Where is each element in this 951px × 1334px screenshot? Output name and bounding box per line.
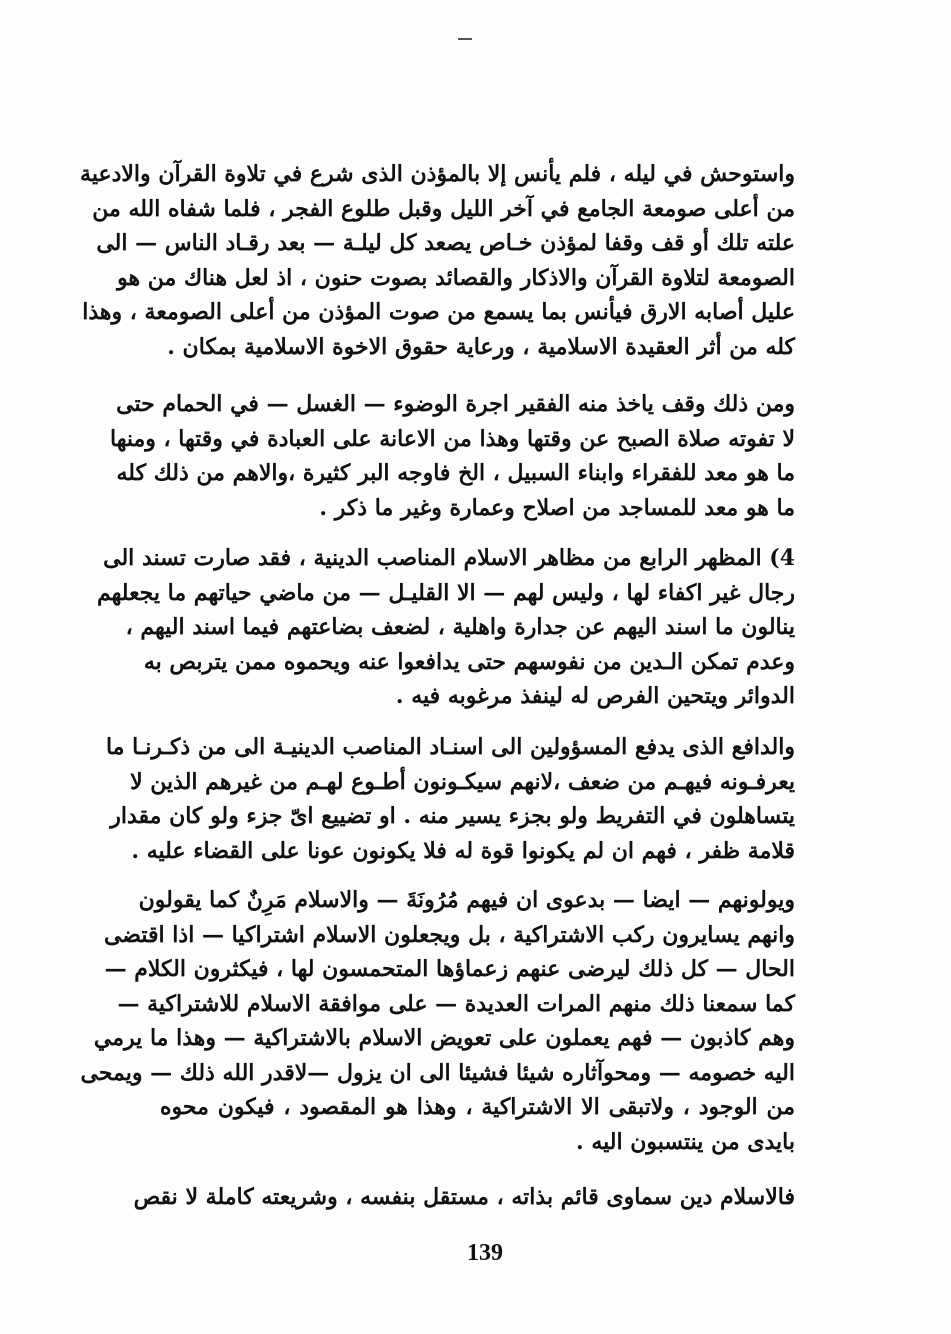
paragraph-line: من أعلى صومعة الجامع في آخر الليل وقبل طلوع الفجر ، فلما شفاه الله من bbox=[92, 195, 795, 222]
paragraph-line: ما هو معد للمساجد من اصلاح وعمارة وغير ما ذكر . bbox=[319, 494, 795, 521]
paragraph-line: فالاسلام دين سماوى قائم بذاته ، مستقل بنفسه ، وشريعته كاملة لا نقص bbox=[133, 1184, 795, 1210]
paragraph-line: واستوحش في ليله ، فلم يأنس إلا بالمؤذن الذى شرع في تلاوة القرآن والادعية bbox=[80, 161, 795, 187]
paragraph-line: من الوجود ، ولاتبقى الا الاشتراكية ، وهذا هو المقصود ، فيكون محوه bbox=[160, 1094, 795, 1120]
paragraph-line: اليه خصومه — ومحوآثاره شيئا فشيئا الى ان يزول —لاقدر الله ذلك — ويمحى bbox=[80, 1059, 795, 1086]
paragraph-line: وعدم تمكن الـدين من نفوسهم حتى يدافعوا عنه ويحموه ممن يتربص به bbox=[143, 648, 795, 675]
paragraph-line: ما هو معد للفقراء وابناء السبيل ، الخ فاوجه البر كثيرة ،والاهم من ذلك كله bbox=[116, 460, 795, 486]
paragraph-6 bbox=[133, 1180, 795, 1215]
paragraph-line: الصومعة لتلاوة القرآن والاذكار والقصائد بصوت حنون ، اذ لعل هناك من هو bbox=[117, 264, 795, 291]
paragraph-line: والدافع الذى يدفع المسؤولين الى اسنـاد المناصب الدينيـة الى من ذكـرنـا ما bbox=[105, 734, 795, 760]
paragraph-line: ويولونهم — ايضا — بدعوى ان فيهم مُرُونَةَ — والاسلام مَرِنٌ كما يقولون bbox=[138, 887, 795, 913]
paragraph-line: كما سمعنا ذلك منهم المرات العديدة — على موافقة الاسلام للاشتراكية — bbox=[117, 990, 795, 1017]
paragraph-line: ومن ذلك وقف ياخذ منه الفقير اجرة الوضوء — الغسل — في الحمام حتى bbox=[116, 391, 795, 417]
paragraph-1 bbox=[80, 157, 795, 364]
paragraph-line: رجال غير اكفاء لها ، وليس لهم — الا القليـل — من ماضي حياتهم ما يجعلهم bbox=[97, 579, 795, 606]
page-number: 139 bbox=[467, 1240, 503, 1266]
paragraph-line: وانهم يسايرون ركب الاشتراكية ، بل ويجعلون الاسلام اشتراكيا — اذا اقتضى bbox=[103, 921, 795, 948]
paragraph-line: بايدى من ينتسبون اليه . bbox=[576, 1128, 795, 1155]
paragraph-4 bbox=[105, 730, 795, 868]
paragraph-line: وهم كاذبون — فهم يعملون على تعويض الاسلام بالاشتراكية — وهذا ما يرمي bbox=[93, 1025, 795, 1051]
paragraph-line: ينالون ما اسند اليهم عن جدارة واهلية ، لضعف بضاعتهم فيما اسند اليهم ، bbox=[125, 614, 795, 640]
paragraph-line: لا تفوته صلاة الصبح عن وقتها وهذا من الاعانة على العبادة في وقتها ، ومنها bbox=[109, 425, 795, 452]
paragraph-3 bbox=[97, 541, 795, 714]
paragraph-line: الحال — كل ذلك ليرضى عنهم زعماؤها المتحمسون لها ، فيكثرون الكلام — bbox=[104, 956, 795, 982]
paragraph-line: علته تلك أو قف وقفا لمؤذن خـاص يصعد كل ليلـة — بعد رقـاد الناس — الى bbox=[96, 230, 795, 256]
paragraph-2 bbox=[109, 387, 795, 525]
paragraph-line: قلامة ظفر ، فهم ان لم يكونوا قوة له فلا يكونون عونا على القضاء عليه . bbox=[131, 837, 795, 864]
paragraph-line: 4) المظهر الرابع من مظاهر الاسلام المناصب الدينية ، فقد صارت تسند الى bbox=[103, 545, 795, 571]
paragraph-line: كله من أثر العقيدة الاسلامية ، ورعاية حقوق الاخوة الاسلامية بمكان . bbox=[167, 333, 795, 360]
paragraph-line: الدوائر ويتحين الفرص له لينفذ مرغوبه فيه . bbox=[395, 683, 795, 709]
paragraph-line: عليل أصابه الارق فيأنس بما يسمع من صوت المؤذن من أعلى الصومعة ، وهذا bbox=[82, 299, 795, 325]
paragraph-line: يتساهلون في التفريط ولو بجزء يسير منه . او تضييع اىّ جزء ولو كان مقدار bbox=[110, 803, 795, 829]
top-mark bbox=[458, 38, 472, 40]
paragraph-line: يعرفـونه فيهـم من ضعف ،لانهم سيكـونون أطـوع لهـم من غيرهم الذين لا bbox=[130, 768, 795, 795]
paragraph-5 bbox=[80, 883, 795, 1159]
